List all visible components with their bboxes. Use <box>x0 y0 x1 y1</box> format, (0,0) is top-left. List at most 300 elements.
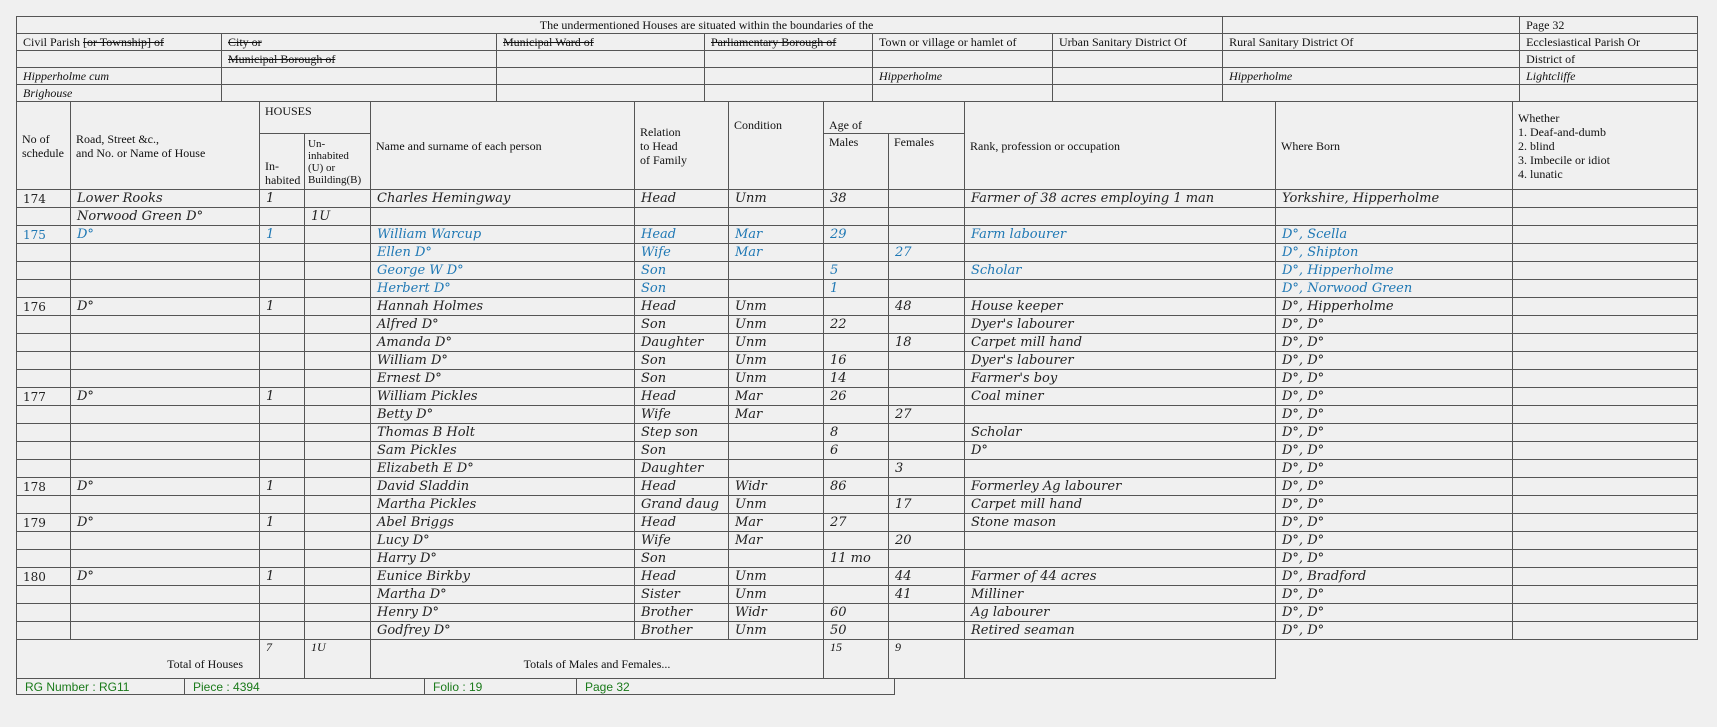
table-row <box>17 244 1698 262</box>
cell-name: Martha D° <box>371 586 635 604</box>
ecclesiastical-label-1: Ecclesiastical Parish Or <box>1520 34 1698 51</box>
cell-age-male: 22 <box>824 316 889 334</box>
cell-schedule <box>17 334 71 352</box>
cell-condition <box>729 424 824 442</box>
cell-inhabited <box>260 352 305 370</box>
cell-condition: Mar <box>729 514 824 532</box>
cell-road: Norwood Green D° <box>71 208 260 226</box>
cell-occupation: Farmer's boy <box>965 370 1276 388</box>
cell-condition <box>729 208 824 226</box>
rural-district-label: Rural Sanitary District Of <box>1223 34 1520 51</box>
cell-relation: Daughter <box>635 460 729 478</box>
cell-disability <box>1513 262 1698 280</box>
cell-road <box>71 550 260 568</box>
cell-occupation: Stone mason <box>965 514 1276 532</box>
table-row <box>17 262 1698 280</box>
cell-age-male: 16 <box>824 352 889 370</box>
table-row <box>17 460 1698 478</box>
cell-occupation: Farm labourer <box>965 226 1276 244</box>
cell-age-female <box>889 424 965 442</box>
cell-uninhabited <box>305 586 371 604</box>
cell-condition: Unm <box>729 316 824 334</box>
cell-road: Lower Rooks <box>71 190 260 208</box>
cell-occupation: Carpet mill hand <box>965 334 1276 352</box>
cell-uninhabited: 1U <box>305 208 371 226</box>
cell-condition: Mar <box>729 226 824 244</box>
city-label: City or <box>222 34 497 51</box>
cell-road <box>71 262 260 280</box>
cell-age-female: 3 <box>889 460 965 478</box>
cell-name: William D° <box>371 352 635 370</box>
cell-condition: Unm <box>729 370 824 388</box>
cell-condition: Widr <box>729 478 824 496</box>
cell-uninhabited <box>305 388 371 406</box>
cell-road: D° <box>71 226 260 244</box>
cell-age-male: 27 <box>824 514 889 532</box>
cell-name: William Pickles <box>371 388 635 406</box>
cell-occupation: Dyer's labourer <box>965 352 1276 370</box>
cell-road <box>71 604 260 622</box>
cell-occupation: Dyer's labourer <box>965 316 1276 334</box>
cell-schedule <box>17 280 71 298</box>
cell-inhabited <box>260 334 305 352</box>
cell-disability <box>1513 460 1698 478</box>
cell-name: Herbert D° <box>371 280 635 298</box>
cell-condition <box>729 280 824 298</box>
table-row <box>17 208 1698 226</box>
cell-born: D°, D° <box>1276 460 1513 478</box>
cell-inhabited <box>260 208 305 226</box>
rg-number: RG Number : RG11 <box>17 679 185 695</box>
table-row <box>17 406 1698 424</box>
cell-uninhabited <box>305 370 371 388</box>
col-name: Name and surname of each person <box>371 102 635 190</box>
cell-age-male <box>824 298 889 316</box>
cell-disability <box>1513 370 1698 388</box>
civil-parish-value: Hipperholme cum <box>17 68 222 85</box>
cell-age-female <box>889 280 965 298</box>
cell-name: Godfrey D° <box>371 622 635 640</box>
rural-district-value: Hipperholme <box>1223 68 1520 85</box>
cell-condition: Mar <box>729 244 824 262</box>
cell-road <box>71 352 260 370</box>
table-row <box>17 424 1698 442</box>
cell-condition <box>729 442 824 460</box>
cell-born: D°, Norwood Green <box>1276 280 1513 298</box>
total-houses-label: Total of Houses <box>17 640 260 679</box>
cell-name: Abel Briggs <box>371 514 635 532</box>
cell-uninhabited <box>305 334 371 352</box>
cell-uninhabited <box>305 406 371 424</box>
cell-age-female <box>889 316 965 334</box>
cell-born: D°, D° <box>1276 370 1513 388</box>
cell-inhabited <box>260 496 305 514</box>
cell-road <box>71 586 260 604</box>
cell-age-male: 38 <box>824 190 889 208</box>
cell-name: David Sladdin <box>371 478 635 496</box>
cell-age-male: 86 <box>824 478 889 496</box>
cell-condition <box>729 460 824 478</box>
cell-name: Eunice Birkby <box>371 568 635 586</box>
cell-born: D°, Hipperholme <box>1276 298 1513 316</box>
cell-disability <box>1513 478 1698 496</box>
cell-condition <box>729 262 824 280</box>
table-row <box>17 190 1698 208</box>
table-row <box>17 532 1698 550</box>
cell-age-female: 44 <box>889 568 965 586</box>
cell-name: Sam Pickles <box>371 442 635 460</box>
cell-age-female: 27 <box>889 244 965 262</box>
cell-schedule <box>17 208 71 226</box>
cell-age-male <box>824 208 889 226</box>
cell-schedule: 175 <box>17 226 71 244</box>
cell-relation: Son <box>635 550 729 568</box>
cell-age-male <box>824 460 889 478</box>
total-females: 9 <box>889 640 965 679</box>
cell-inhabited <box>260 550 305 568</box>
cell-relation: Son <box>635 262 729 280</box>
cell-condition: Unm <box>729 298 824 316</box>
cell-schedule <box>17 550 71 568</box>
cell-age-female: 18 <box>889 334 965 352</box>
cell-schedule: 178 <box>17 478 71 496</box>
cell-age-male <box>824 496 889 514</box>
cell-occupation: Milliner <box>965 586 1276 604</box>
cell-age-female: 41 <box>889 586 965 604</box>
cell-schedule <box>17 370 71 388</box>
cell-occupation: Carpet mill hand <box>965 496 1276 514</box>
cell-inhabited: 1 <box>260 478 305 496</box>
municipal-borough-label: Municipal Borough of <box>222 51 497 68</box>
cell-age-male <box>824 244 889 262</box>
cell-age-female <box>889 370 965 388</box>
cell-age-female <box>889 622 965 640</box>
col-uninhabited: Un- inhabited (U) or Building(B) <box>305 134 371 190</box>
cell-relation: Sister <box>635 586 729 604</box>
cell-uninhabited <box>305 460 371 478</box>
cell-age-female <box>889 514 965 532</box>
cell-uninhabited <box>305 532 371 550</box>
cell-disability <box>1513 496 1698 514</box>
cell-disability <box>1513 298 1698 316</box>
cell-disability <box>1513 280 1698 298</box>
town-label: Town or village or hamlet of <box>873 34 1053 51</box>
cell-name: Betty D° <box>371 406 635 424</box>
cell-schedule <box>17 244 71 262</box>
cell-relation: Head <box>635 226 729 244</box>
table-row <box>17 352 1698 370</box>
cell-age-male: 8 <box>824 424 889 442</box>
cell-name: Harry D° <box>371 550 635 568</box>
cell-relation: Head <box>635 514 729 532</box>
cell-occupation: Formerley Ag labourer <box>965 478 1276 496</box>
cell-schedule <box>17 622 71 640</box>
cell-disability <box>1513 352 1698 370</box>
location-header <box>16 16 1698 102</box>
cell-born: D°, D° <box>1276 334 1513 352</box>
cell-road <box>71 406 260 424</box>
cell-uninhabited <box>305 442 371 460</box>
cell-age-female <box>889 208 965 226</box>
cell-inhabited <box>260 532 305 550</box>
col-houses: HOUSES <box>260 102 371 134</box>
cell-relation: Head <box>635 298 729 316</box>
cell-occupation <box>965 460 1276 478</box>
cell-uninhabited <box>305 316 371 334</box>
cell-occupation <box>965 208 1276 226</box>
table-row <box>17 298 1698 316</box>
cell-condition: Mar <box>729 406 824 424</box>
cell-name: Thomas B Holt <box>371 424 635 442</box>
cell-age-male: 1 <box>824 280 889 298</box>
cell-schedule <box>17 604 71 622</box>
cell-road <box>71 622 260 640</box>
table-row <box>17 442 1698 460</box>
cell-inhabited: 1 <box>260 388 305 406</box>
cell-inhabited <box>260 604 305 622</box>
cell-relation: Wife <box>635 532 729 550</box>
cell-born: D°, D° <box>1276 352 1513 370</box>
cell-road: D° <box>71 568 260 586</box>
cell-age-male <box>824 568 889 586</box>
cell-age-male: 60 <box>824 604 889 622</box>
cell-disability <box>1513 388 1698 406</box>
cell-name: Charles Hemingway <box>371 190 635 208</box>
cell-age-male: 11 mo <box>824 550 889 568</box>
municipal-ward-label: Municipal Ward of <box>497 34 705 51</box>
cell-born: D°, D° <box>1276 442 1513 460</box>
cell-inhabited <box>260 262 305 280</box>
cell-occupation: House keeper <box>965 298 1276 316</box>
cell-disability <box>1513 316 1698 334</box>
page-label: Page 32 <box>1520 17 1698 34</box>
cell-condition: Unm <box>729 586 824 604</box>
cell-inhabited <box>260 280 305 298</box>
cell-relation: Head <box>635 190 729 208</box>
table-row <box>17 550 1698 568</box>
total-inhabited: 7 <box>260 640 305 679</box>
cell-relation: Son <box>635 316 729 334</box>
census-rows <box>17 190 1698 640</box>
cell-age-female: 20 <box>889 532 965 550</box>
cell-schedule <box>17 496 71 514</box>
cell-born: D°, D° <box>1276 388 1513 406</box>
cell-inhabited <box>260 370 305 388</box>
table-row <box>17 604 1698 622</box>
col-whether: Whether 1. Deaf-and-dumb 2. blind 3. Imbecile or idiot 4. lunatic <box>1513 102 1698 190</box>
cell-schedule: 176 <box>17 298 71 316</box>
piece-number: Piece : 4394 <box>185 679 425 695</box>
cell-age-male: 14 <box>824 370 889 388</box>
boundaries-text: The undermentioned Houses are situated within the boundaries of the <box>17 17 1223 34</box>
cell-schedule <box>17 460 71 478</box>
cell-schedule <box>17 532 71 550</box>
table-row <box>17 496 1698 514</box>
cell-name: Alfred D° <box>371 316 635 334</box>
cell-road: D° <box>71 514 260 532</box>
cell-born: D°, Bradford <box>1276 568 1513 586</box>
cell-relation: Head <box>635 388 729 406</box>
cell-road <box>71 532 260 550</box>
ecclesiastical-value: Lightcliffe <box>1520 68 1698 85</box>
cell-relation: Daughter <box>635 334 729 352</box>
cell-disability <box>1513 226 1698 244</box>
cell-occupation: Scholar <box>965 424 1276 442</box>
cell-condition: Unm <box>729 334 824 352</box>
cell-road: D° <box>71 298 260 316</box>
table-row <box>17 370 1698 388</box>
table-row <box>17 622 1698 640</box>
cell-name: Ernest D° <box>371 370 635 388</box>
cell-inhabited: 1 <box>260 298 305 316</box>
cell-age-male <box>824 586 889 604</box>
cell-age-female: 17 <box>889 496 965 514</box>
cell-born: D°, D° <box>1276 514 1513 532</box>
cell-born: D°, D° <box>1276 496 1513 514</box>
cell-born: D°, D° <box>1276 622 1513 640</box>
table-row <box>17 334 1698 352</box>
cell-relation: Step son <box>635 424 729 442</box>
cell-born: D°, D° <box>1276 406 1513 424</box>
cell-age-female <box>889 388 965 406</box>
cell-disability <box>1513 550 1698 568</box>
cell-condition: Unm <box>729 496 824 514</box>
col-relation: Relation to Head of Family <box>635 102 729 190</box>
cell-age-female <box>889 352 965 370</box>
cell-relation: Son <box>635 442 729 460</box>
cell-relation: Wife <box>635 244 729 262</box>
cell-age-male: 6 <box>824 442 889 460</box>
cell-schedule: 179 <box>17 514 71 532</box>
cell-uninhabited <box>305 298 371 316</box>
cell-occupation <box>965 280 1276 298</box>
civil-parish-value-2: Brighouse <box>17 85 222 102</box>
parliamentary-borough-label: Parliamentary Borough of <box>705 34 873 51</box>
cell-disability <box>1513 442 1698 460</box>
cell-inhabited <box>260 442 305 460</box>
cell-disability <box>1513 190 1698 208</box>
cell-age-male: 29 <box>824 226 889 244</box>
cell-road <box>71 424 260 442</box>
cell-occupation <box>965 550 1276 568</box>
col-females: Females <box>889 134 965 190</box>
ecclesiastical-label-2: District of <box>1520 51 1698 68</box>
cell-relation: Head <box>635 478 729 496</box>
cell-condition: Widr <box>729 604 824 622</box>
cell-occupation: Coal miner <box>965 388 1276 406</box>
cell-uninhabited <box>305 262 371 280</box>
cell-condition: Unm <box>729 568 824 586</box>
cell-inhabited <box>260 424 305 442</box>
cell-born: Yorkshire, Hipperholme <box>1276 190 1513 208</box>
cell-disability <box>1513 622 1698 640</box>
cell-road <box>71 316 260 334</box>
col-occupation: Rank, profession or occupation <box>965 102 1276 190</box>
cell-schedule <box>17 262 71 280</box>
urban-district-label: Urban Sanitary District Of <box>1053 34 1223 51</box>
cell-disability <box>1513 568 1698 586</box>
cell-uninhabited <box>305 514 371 532</box>
census-page <box>16 16 1697 695</box>
cell-schedule: 180 <box>17 568 71 586</box>
cell-road <box>71 370 260 388</box>
cell-uninhabited <box>305 622 371 640</box>
cell-schedule: 174 <box>17 190 71 208</box>
cell-occupation <box>965 406 1276 424</box>
cell-uninhabited <box>305 190 371 208</box>
cell-inhabited <box>260 316 305 334</box>
cell-age-male: 50 <box>824 622 889 640</box>
cell-age-female <box>889 478 965 496</box>
table-row <box>17 514 1698 532</box>
col-males: Males <box>824 134 889 190</box>
cell-road <box>71 280 260 298</box>
header-blank <box>1223 17 1520 34</box>
cell-condition: Mar <box>729 388 824 406</box>
cell-condition <box>729 550 824 568</box>
cell-name: Elizabeth E D° <box>371 460 635 478</box>
cell-disability <box>1513 532 1698 550</box>
cell-age-male <box>824 334 889 352</box>
cell-schedule <box>17 316 71 334</box>
cell-road <box>71 334 260 352</box>
table-row <box>17 226 1698 244</box>
cell-born: D°, D° <box>1276 532 1513 550</box>
cell-occupation <box>965 532 1276 550</box>
cell-born: D°, D° <box>1276 586 1513 604</box>
table-row <box>17 478 1698 496</box>
cell-disability <box>1513 244 1698 262</box>
table-row <box>17 568 1698 586</box>
cell-uninhabited <box>305 352 371 370</box>
cell-inhabited <box>260 244 305 262</box>
cell-relation: Grand daug <box>635 496 729 514</box>
cell-road <box>71 442 260 460</box>
cell-schedule <box>17 406 71 424</box>
cell-born: D°, D° <box>1276 424 1513 442</box>
cell-uninhabited <box>305 226 371 244</box>
cell-age-male: 5 <box>824 262 889 280</box>
cell-occupation: Farmer of 38 acres employing 1 man <box>965 190 1276 208</box>
footer-page: Page 32 <box>577 679 895 695</box>
cell-born: D°, D° <box>1276 316 1513 334</box>
total-males: 15 <box>824 640 889 679</box>
cell-inhabited: 1 <box>260 226 305 244</box>
total-persons-label: Totals of Males and Females... <box>371 640 824 679</box>
cell-age-female <box>889 442 965 460</box>
cell-relation: Head <box>635 568 729 586</box>
cell-inhabited: 1 <box>260 568 305 586</box>
cell-inhabited <box>260 622 305 640</box>
cell-disability <box>1513 406 1698 424</box>
cell-relation: Wife <box>635 406 729 424</box>
cell-age-female <box>889 550 965 568</box>
cell-relation: Son <box>635 280 729 298</box>
source-footer <box>16 678 895 695</box>
cell-disability <box>1513 424 1698 442</box>
cell-relation: Brother <box>635 622 729 640</box>
table-row <box>17 586 1698 604</box>
cell-inhabited <box>260 460 305 478</box>
cell-born <box>1276 208 1513 226</box>
cell-born: D°, D° <box>1276 604 1513 622</box>
col-born: Where Born <box>1276 102 1513 190</box>
cell-disability <box>1513 586 1698 604</box>
cell-occupation: Scholar <box>965 262 1276 280</box>
cell-occupation: Retired seaman <box>965 622 1276 640</box>
cell-road: D° <box>71 388 260 406</box>
cell-occupation: Ag labourer <box>965 604 1276 622</box>
